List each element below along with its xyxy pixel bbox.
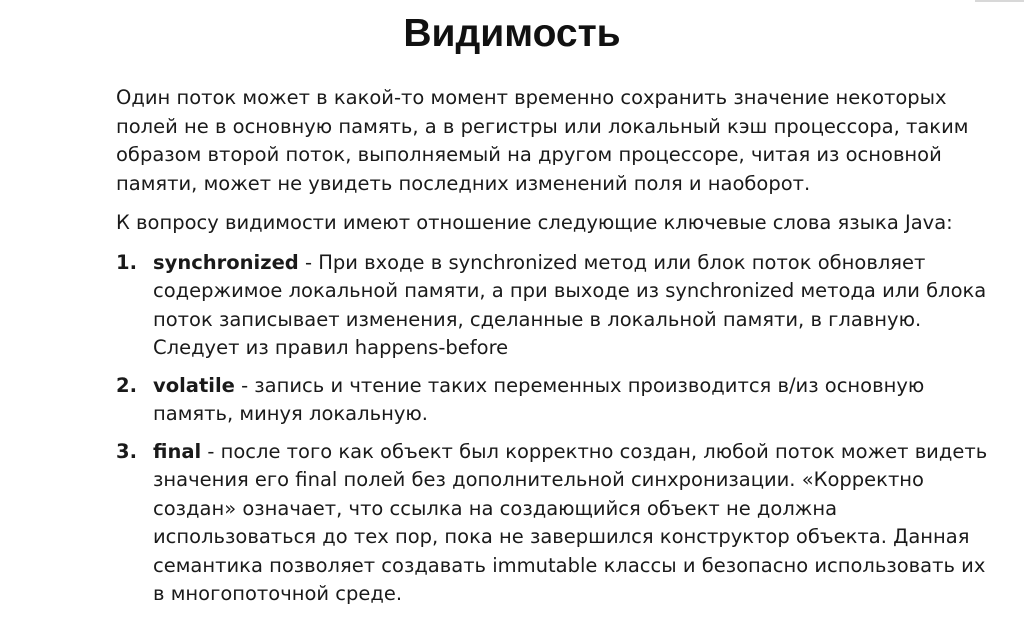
list-item-text: - При входе в synchronized метод или блок поток обновляет содержимое локальной памяти, а при выходе из synchronized метода или блока поток записывает изменения, сделанные в локальной памяти, в главную. Следует из правил happens-before bbox=[153, 250, 987, 359]
list-item-keyword: final bbox=[153, 439, 202, 463]
list-item-number: 1. bbox=[116, 250, 137, 274]
list-item-number: 2. bbox=[116, 373, 137, 397]
list-item-keyword: volatile bbox=[153, 373, 235, 397]
top-divider bbox=[975, 0, 1024, 2]
list-item-text: - запись и чтение таких переменных производится в/из основную память, минуя локальную. bbox=[153, 373, 925, 425]
list-item-number: 3. bbox=[116, 439, 137, 463]
slide-body bbox=[116, 84, 996, 618]
list-item bbox=[116, 438, 996, 609]
list-item bbox=[116, 372, 996, 429]
intro-paragraph: Один поток может в какой-то момент временно сохранить значение некоторых полей не в основную память, а в регистры или локальный кэш процессора, таким образом второй поток, выполняемый на другом процессоре, читая из основной памяти, может не увидеть последних изменений поля и наоборот. bbox=[116, 86, 969, 195]
list-item-text: - после того как объект был корректно создан, любой поток может видеть значения его final полей без дополнительной синхронизации. «Корректно создан» означает, что ссылка на создающийся объект не должна использоваться до тех пор, пока не завершился конструктор объекта. Данная семантика позволяет создавать immutable классы и безопасно использовать их в многопоточной среде. bbox=[153, 439, 988, 605]
list-item-keyword: synchronized bbox=[153, 250, 299, 274]
lead-paragraph: К вопросу видимости имеют отношение следующие ключевые слова языка Java: bbox=[116, 211, 953, 234]
list-item bbox=[116, 249, 996, 363]
keyword-list bbox=[116, 249, 996, 609]
slide-title: Видимость bbox=[403, 12, 621, 55]
